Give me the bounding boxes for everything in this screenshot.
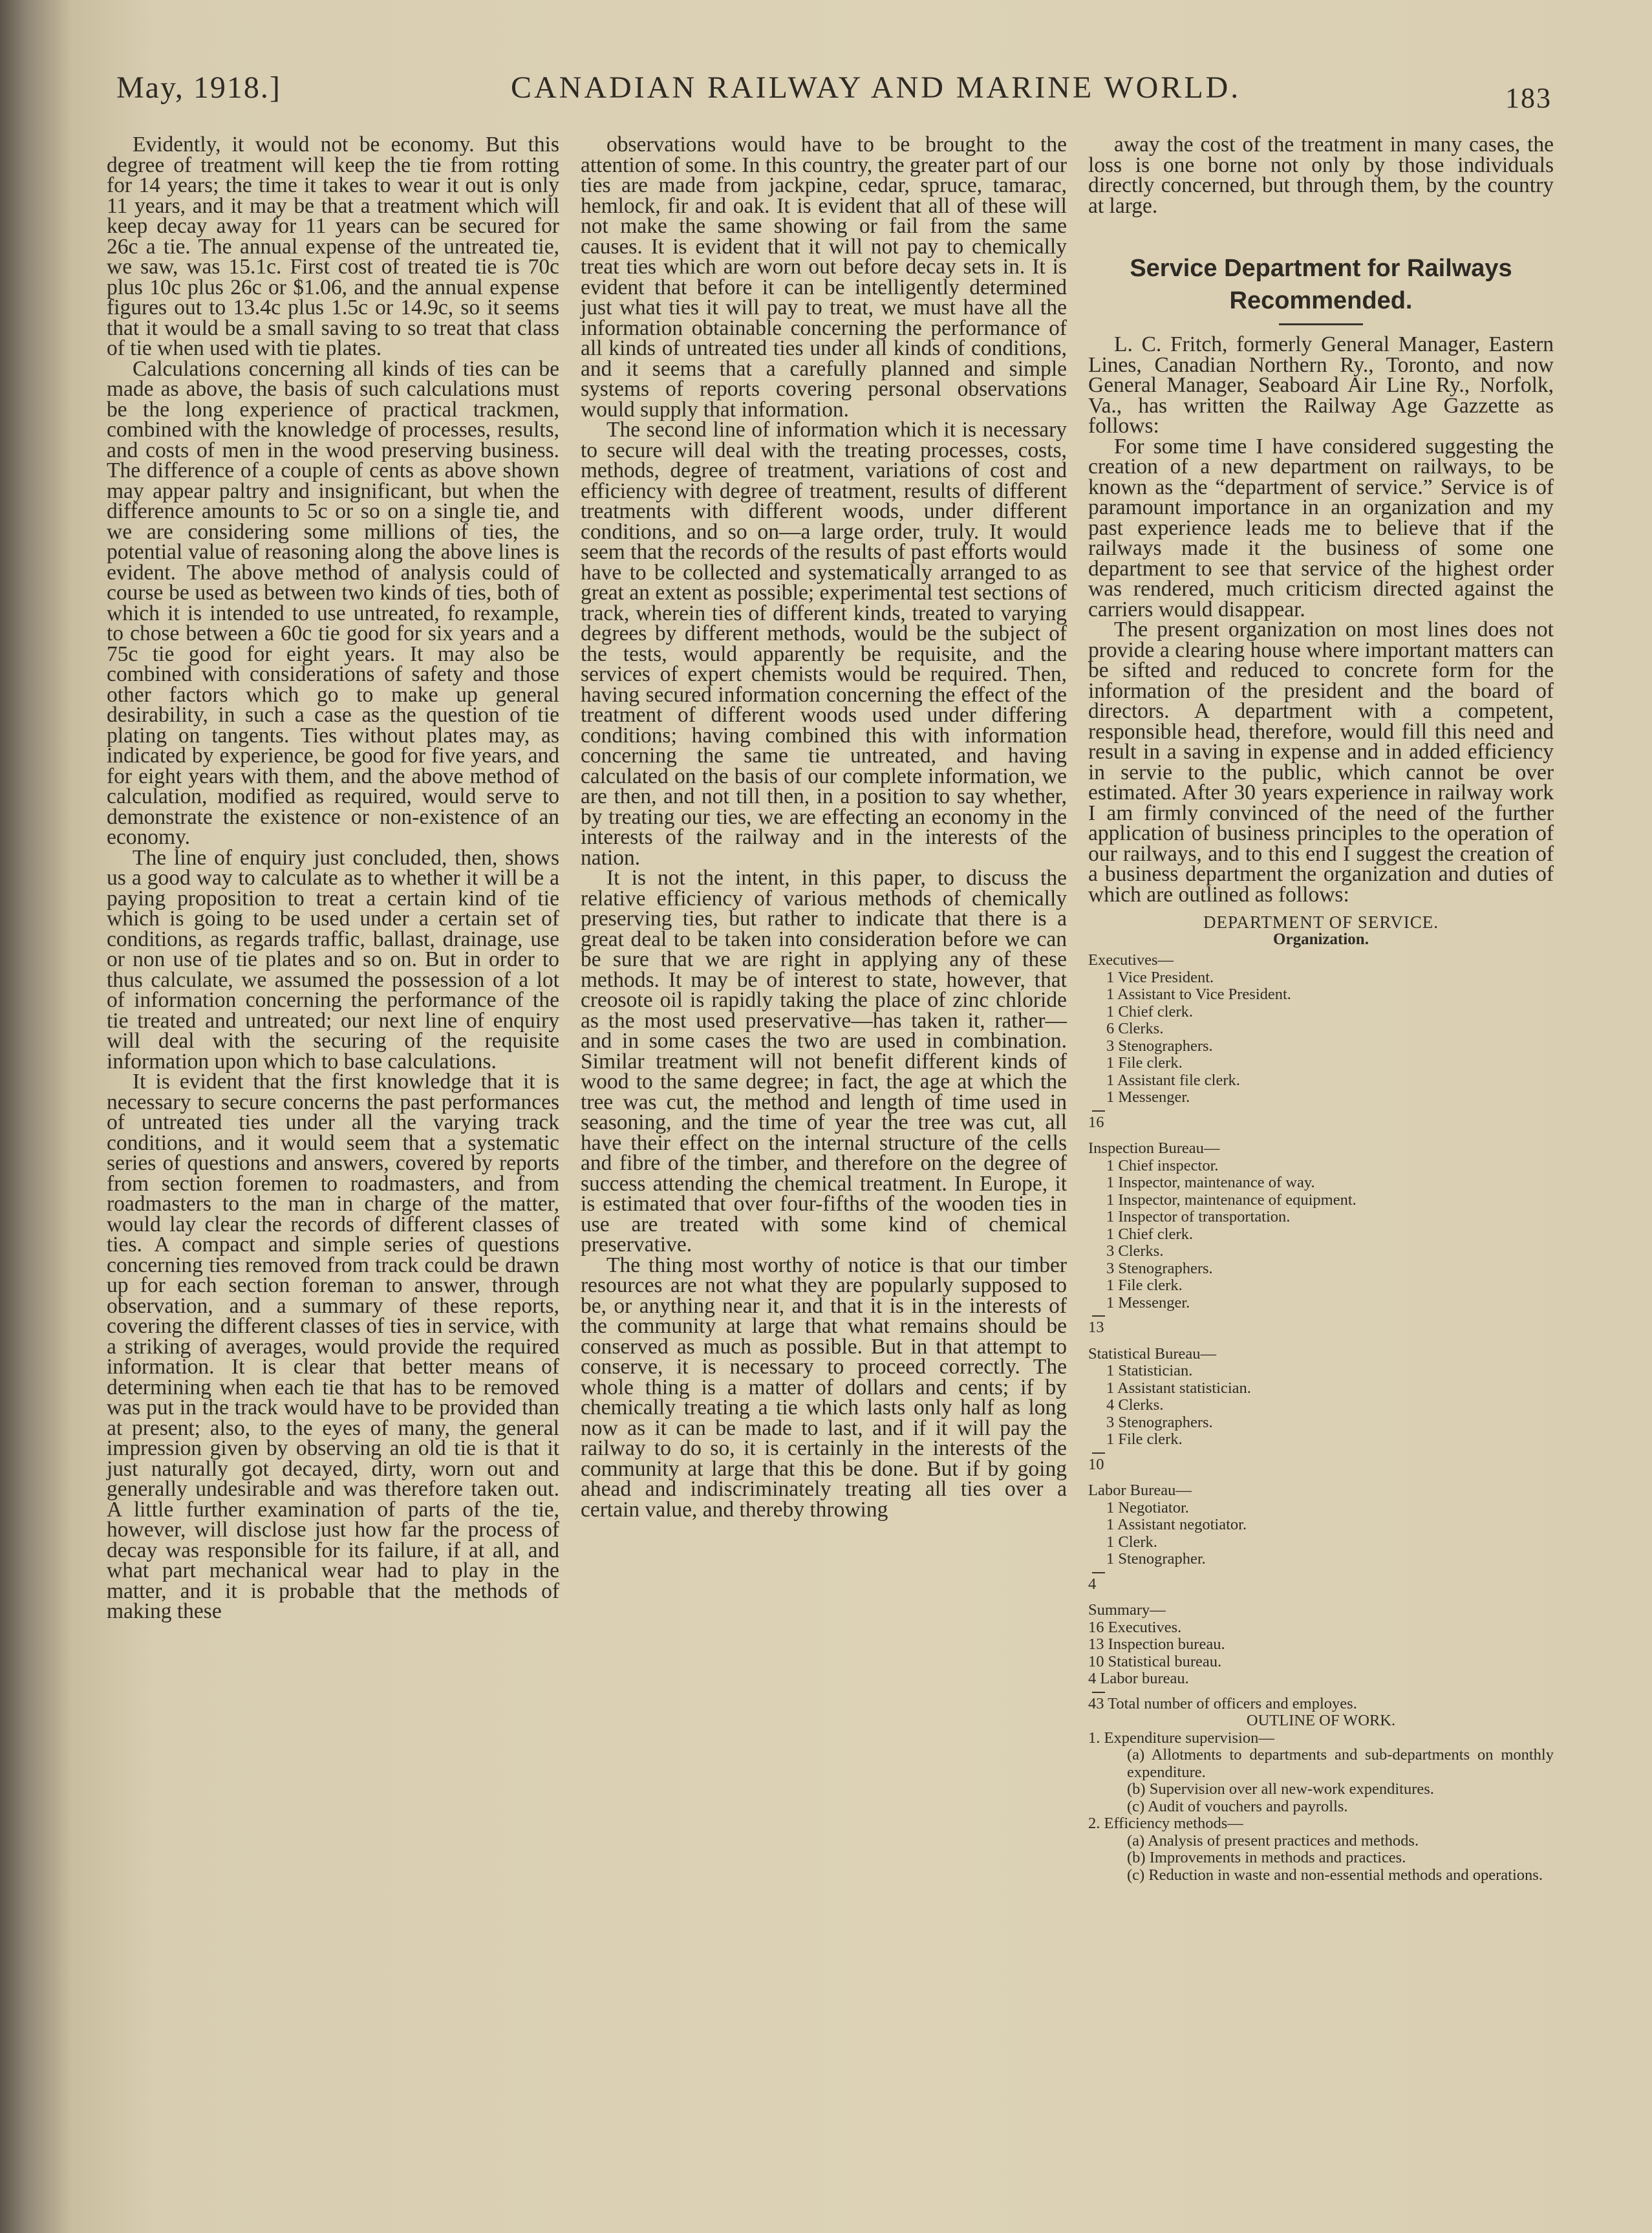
outline-item: 2. Efficiency methods— bbox=[1088, 1815, 1243, 1832]
org-group-item: 1 Statistician. bbox=[1106, 1362, 1193, 1379]
org-group-item: 1 Vice President. bbox=[1106, 968, 1214, 986]
org-group bbox=[1088, 952, 1554, 1131]
org-group-item: 1 Messenger. bbox=[1106, 1088, 1190, 1106]
org-group-item: 1 File clerk. bbox=[1106, 1430, 1183, 1448]
outline-item: (b) Improvements in methods and practices. bbox=[1127, 1849, 1406, 1866]
org-group-heading: Executives— bbox=[1088, 951, 1174, 969]
paragraph: observations would have to be brought to the attention of some. In this country, the greater part of our ties are made from jackpine, cedar, spruce, tamarac, hemlock, fir and oak. It is evident that all of these will not make the same showing or fail from the same causes. It is evident that it will not pay to chemically treat ties which are worn out before decay sets in. It is evident that before it can be intelligently determined just what ties it will pay to treat, we must have all the information obtainable concerning the performance of all kinds of untreated ties under all kinds of conditions, and it seems that a carefully planned and simple systems of reports covering personal observations would supply that information. bbox=[581, 133, 1067, 422]
paragraph: It is not the intent, in this paper, to discuss the relative efficiency of various methods of chemically preserving ties, but rather to indicate that there is a great deal to be taken into consideration before we can be sure that we are right in applying any of these methods. It may be of interest to state, however, that creosote oil is rapidly taking the place of zinc chloride as the most used preservative—has taken it, rather—and in some cases the two are used in combination. Similar treatment will not benefit different kinds of wood to the same degree; in fact, the age at which the tree was cut, the method and length of time used in seasoning, and the time of year the tree was cut, all have their effect on the internal structure of the cells and fibre of the timber, and therefore on the degree of success attending the chemical treatment. In Europe, it is estimated that over four-fifths of the wooden ties in use are treated with some kind of chemical preservative. bbox=[581, 866, 1067, 1257]
org-group-item: 3 Stenographers. bbox=[1106, 1037, 1213, 1055]
paragraph: For some time I have considered suggesting the creation of a new department on railways, to be known as the “department of service.” Service is of paramount importance in an organization and my past experience leads me to believe that if the railways made it the business of some one department to see that service of the highest order was rendered, much criticism directed against the carriers would disappear. bbox=[1088, 434, 1554, 621]
title-rule bbox=[1279, 323, 1363, 325]
summary-item: 10 Statistical bureau. bbox=[1088, 1652, 1222, 1670]
outline-item: (b) Supervision over all new-work expenditures. bbox=[1127, 1780, 1434, 1798]
column-2 bbox=[581, 135, 1067, 2155]
outline-item: (c) Audit of vouchers and payrolls. bbox=[1127, 1797, 1348, 1815]
total-rule bbox=[1092, 1110, 1105, 1112]
summary-items bbox=[1088, 1619, 1554, 1688]
section-title: Service Department for Railways Recommended. bbox=[1130, 255, 1512, 314]
org-subtitle: Organization. bbox=[1273, 930, 1369, 948]
page-number: 183 bbox=[1505, 82, 1552, 114]
org-group-item: 1 Inspector, maintenance of equipment. bbox=[1106, 1191, 1357, 1209]
outline-item: (a) Analysis of present practices and methods. bbox=[1127, 1831, 1419, 1850]
summary-item: 13 Inspection bureau. bbox=[1088, 1635, 1225, 1653]
summary-item: 16 Executives. bbox=[1088, 1618, 1182, 1636]
org-group-item: 1 Assistant statistician. bbox=[1106, 1379, 1251, 1397]
total-rule bbox=[1092, 1692, 1105, 1693]
org-group-item: 1 File clerk. bbox=[1106, 1054, 1183, 1072]
paragraph: The present organization on most lines does not provide a clearing house where important matters can be sifted and reduced to concrete form for the information of the president and the board of directors. A department with a competent, responsible head, therefore, would fill this need and result in a saving in expense and in added efficiency in servie to the public, which cannot be over estimated. After 30 years experience in railway work I am firmly convinced of the need of the further application of business principles to the operation of our railways, and to this end I suggest the creation of a business department the organization and duties of which are outlined as follows: bbox=[1088, 618, 1554, 907]
column-1 bbox=[107, 135, 559, 2155]
paragraph: The thing most worthy of notice is that our timber resources are not what they are popularly supposed to be, or anything near it, and that it is in the interests of the community at large that what remains should be conserved as much as possible. But in that attempt to conserve, it is necessary to proceed correctly. The whole thing is a matter of dollars and cents; if by chemically treating a tie which lasts only half as long now as it can be made to last, and if it will pay the railway to do so, it is certainly in the interests of the community at large that this be done. But if by going ahead and indiscriminately treating all ties over a certain value, and thereby throwing bbox=[581, 1253, 1067, 1522]
org-group-item: 1 File clerk. bbox=[1106, 1277, 1183, 1294]
org-group-item: 6 Clerks. bbox=[1106, 1020, 1164, 1037]
paragraph: The line of enquiry just concluded, then, shows us a good way to calculate as to whether it will be a paying proposition to treat a certain kind of tie which is going to be used under a certain set of conditions, as regards traffic, ballast, drainage, use or non use of tie plates and so on. But in order to thus calculate, we assumed the possession of a lot of information concerning the performance of the tie treated and untreated; our next line of enquiry will deal with the securing of the requisite information upon which to base calculations. bbox=[107, 845, 559, 1073]
paragraph: Calculations concerning all kinds of ties can be made as above, the basis of such calculations must be the long experience of practical trackmen, combined with the knowledge of processes, results, and costs of men in the wood preserving business. The difference of a couple of cents as above shown may appear paltry and insignificant, but when the difference amounts to 5c or so on a single tie, and we are considering some millions of ties, the potential value of reasoning along the above lines is evident. The above method of analysis could of course be used as between two kinds of ties, both of which it is intended to use untreated, fo rexample, to chose between a 60c tie good for six years and a 75c tie good for eight years. It may also be combined with considerations of safety and those other factors which go to make up general desirability, in such a case as the question of tie plating on tangents. Ties without plates may, as indicated by experience, be good for five years, and for eight years with them, and the above method of calculation, modified as required, would serve to demonstrate the existence or non-existence of an economy. bbox=[107, 356, 559, 849]
paragraph: away the cost of the treatment in many cases, the loss is one borne not only by those individuals directly concerned, but through them, by the country at large. bbox=[1088, 133, 1554, 218]
org-group-heading: Labor Bureau— bbox=[1088, 1482, 1192, 1499]
summary-item: 4 Labor bureau. bbox=[1088, 1670, 1189, 1687]
org-group-item: 1 Chief clerk. bbox=[1106, 1225, 1194, 1243]
paragraph: Evidently, it would not be economy. But this degree of treatment will keep the tie from rotting for 14 years; the time it takes to wear it out is only 11 years, and it may be that a treatment which will keep decay away for 11 years can be secured for 26c a tie. The annual expense of the untreated tie, we saw, was 15.1c. First cost of treated tie is 70c plus 10c plus 26c or $1.06, and the annual expense figures out to 13.4c plus 1.5c or 14.9c, so it seems that it would be a small saving to so treat that class of tie when used with tie plates. bbox=[107, 133, 559, 360]
org-group-item: 4 Clerks. bbox=[1106, 1396, 1164, 1414]
outline-item: (c) Reduction in waste and non-essential methods and operations. bbox=[1127, 1866, 1543, 1884]
issue-date: May, 1918.] bbox=[116, 70, 281, 105]
total-rule bbox=[1092, 1315, 1105, 1317]
org-groups bbox=[1088, 952, 1554, 1593]
org-group-item: 1 Inspector of transportation. bbox=[1106, 1208, 1291, 1225]
org-group-item: 3 Clerks. bbox=[1106, 1242, 1164, 1260]
org-group-total: 4 bbox=[1088, 1575, 1097, 1593]
paragraph: L. C. Fritch, formerly General Manager, Eastern Lines, Canadian Northern Ry., Toronto, and now General Manager, Seaboard Air Line Ry., Norfolk, Va., has written the Railway Age Gazzette as follows: bbox=[1088, 332, 1554, 438]
org-group-item: 3 Stenographers. bbox=[1106, 1413, 1213, 1431]
org-group-item: 1 Assistant file clerk. bbox=[1106, 1071, 1240, 1089]
paragraph: The second line of information which it is necessary to secure will deal with the treating processes, costs, methods, degree of treatment, variations of cost and efficiency with degree of treatment, results of different treatments with different woods, under different conditions, and so on—a large order, truly. It would seem that the records of the results of past efforts would have to be collected and systematically arranged to as great an extent as possible; experimental test sections of track, wherein ties of different kinds, treated to varying degrees by different methods, would be the subject of the tests, would apparently be requisite, and the services of expert chemists would be required. Then, having secured information concerning the effect of the treatment of different woods used under differing conditions; having combined this with information concerning the same tie untreated, and having calculated on the basis of our complete information, we are then, and not till then, in a position to say whether, by treating our ties, we are effecting an economy in the interests of the railway and in the interests of the nation. bbox=[581, 418, 1067, 870]
org-group-item: 3 Stenographers. bbox=[1106, 1259, 1213, 1277]
summary-total: 43 Total number of officers and employes. bbox=[1088, 1694, 1357, 1712]
outline-item: 1. Expenditure supervision— bbox=[1088, 1729, 1274, 1747]
org-group-item: 1 Chief clerk. bbox=[1106, 1002, 1194, 1020]
org-group bbox=[1088, 1346, 1554, 1474]
total-rule bbox=[1092, 1572, 1105, 1573]
summary-heading: Summary— bbox=[1088, 1601, 1166, 1619]
org-group-item: 1 Chief inspector. bbox=[1106, 1156, 1219, 1174]
org-group-item: 1 Stenographer. bbox=[1106, 1550, 1206, 1568]
running-header bbox=[116, 70, 1565, 115]
outline-items bbox=[1088, 1730, 1554, 1884]
org-group-item: 1 Negotiator. bbox=[1106, 1498, 1189, 1516]
org-group bbox=[1088, 1140, 1554, 1337]
outline-title: OUTLINE OF WORK. bbox=[1246, 1712, 1396, 1729]
org-group-heading: Statistical Bureau— bbox=[1088, 1344, 1216, 1363]
total-rule bbox=[1092, 1452, 1105, 1454]
org-group-item: 1 Inspector, maintenance of way. bbox=[1106, 1174, 1315, 1191]
organization-table bbox=[1088, 914, 1554, 1884]
org-group-item: 1 Assistant negotiator. bbox=[1106, 1516, 1247, 1533]
publication-title: CANADIAN RAILWAY AND MARINE WORLD. bbox=[511, 70, 1241, 105]
org-group-total: 16 bbox=[1088, 1113, 1104, 1131]
org-group-heading: Inspection Bureau— bbox=[1088, 1139, 1220, 1157]
org-group-total: 10 bbox=[1088, 1455, 1104, 1473]
org-group bbox=[1088, 1482, 1554, 1593]
outline-item: (a) Allotments to departments and sub-departments on monthly expenditure. bbox=[1127, 1746, 1554, 1781]
org-group-item: 1 Clerk. bbox=[1106, 1533, 1157, 1551]
org-group-total: 13 bbox=[1088, 1319, 1104, 1336]
column-3 bbox=[1088, 135, 1554, 2155]
org-title: DEPARTMENT OF SERVICE. bbox=[1203, 912, 1439, 932]
org-group-item: 1 Messenger. bbox=[1106, 1293, 1190, 1311]
paragraph: It is evident that the first knowledge that it is necessary to secure concerns the past performances of untreated ties under all the varying track conditions, and it would seem that a systematic series of questions and answers, covered by reports from section foremen to roadmasters, and from roadmasters to the man in charge of the matter, would lay clear the records of different classes of ties. A compact and simple series of questions concerning ties removed from track could be drawn up for each section foreman to answer, through observation, and a summary of these reports, covering the different classes of ties in service, with a striking of averages, would provide the required information. It is clear that better means of determining when each tie that has to be removed was put in the track would have to be provided than at present; also, to the eyes of many, the general impression given by observing an old tie is that it just naturally got decayed, dirty, worn out and generally undesirable and was therefore taken out. A little further examination of parts of the tie, however, will disclose just how far the process of decay was responsible for its failure, if at all, and what part mechanical wear had to play in the matter, and it is probable that the methods of making these bbox=[107, 1070, 559, 1623]
org-group-item: 1 Assistant to Vice President. bbox=[1106, 986, 1291, 1003]
